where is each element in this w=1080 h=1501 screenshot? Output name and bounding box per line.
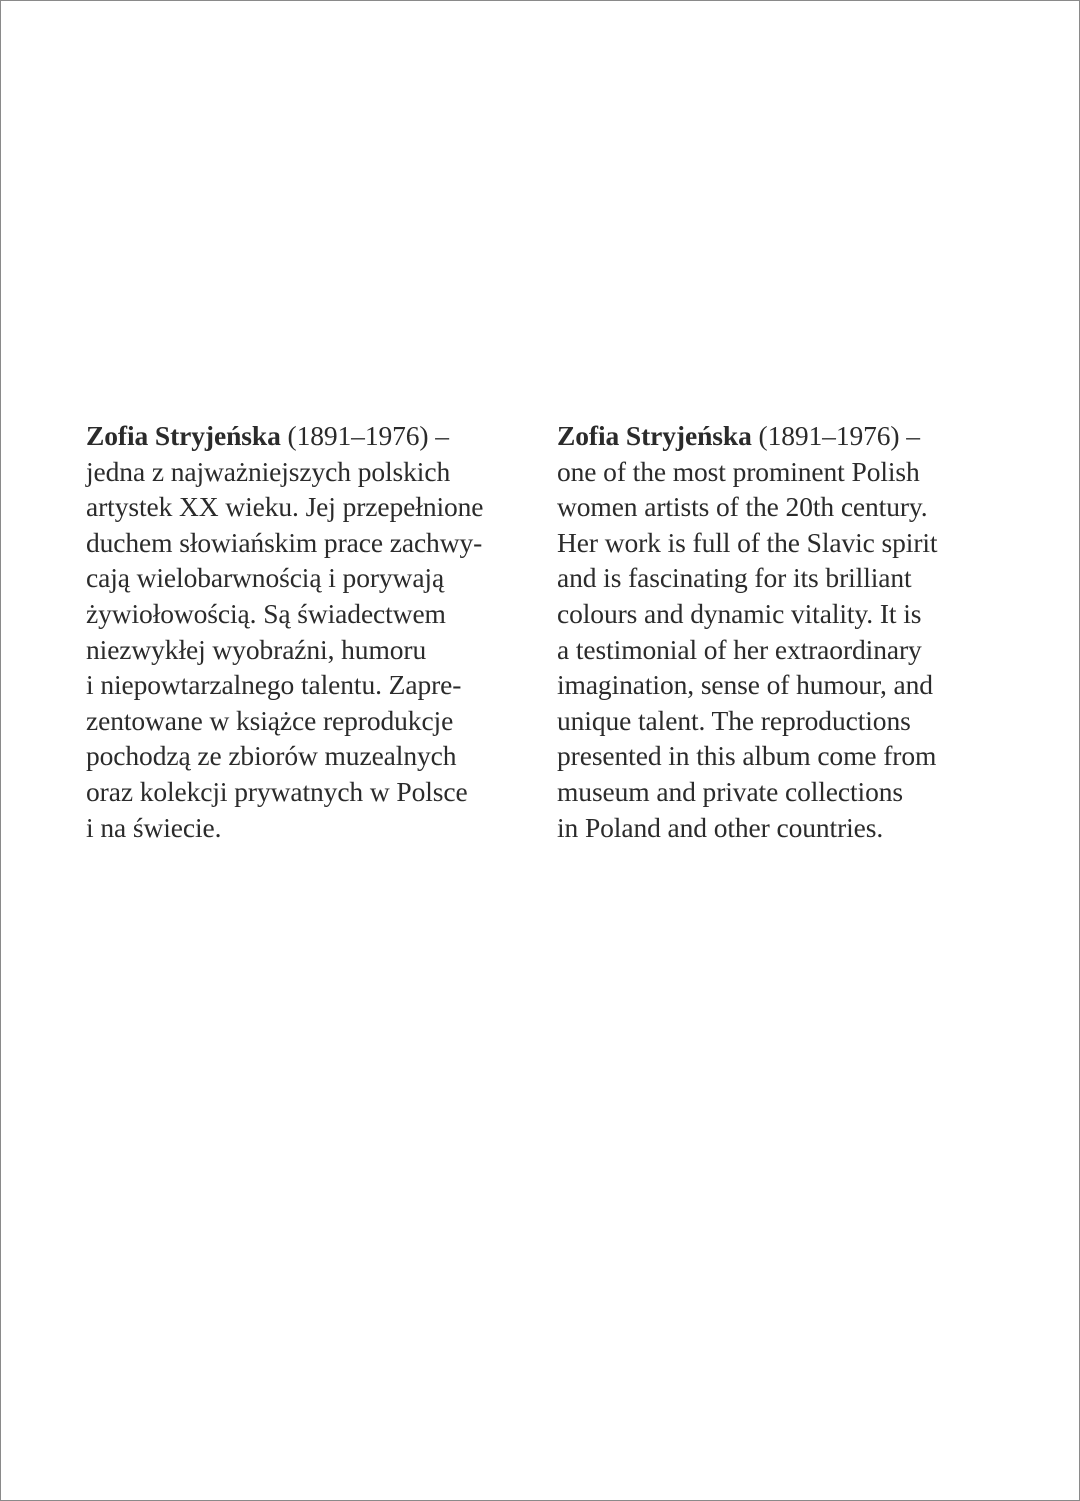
polish-text-line: żywiołowością. Są świadectwem bbox=[86, 597, 446, 629]
polish-text-line: pochodzą ze zbiorów muzealnych bbox=[86, 740, 457, 772]
english-text-line: Her work is full of the Slavic spirit bbox=[557, 526, 938, 558]
english-text-line: a testimonial of her extraordinary bbox=[557, 633, 922, 665]
english-text-line: museum and private collections bbox=[557, 775, 904, 807]
polish-text-line: niezwykłej wyobraźni, humoru bbox=[86, 633, 427, 665]
english-text-line: women artists of the 20th century. bbox=[557, 491, 928, 523]
english-text-line: colours and dynamic vitality. It is bbox=[557, 597, 922, 629]
polish-first-line bbox=[86, 418, 526, 454]
english-first-line bbox=[557, 418, 997, 454]
english-text-line: presented in this album come from bbox=[557, 740, 937, 772]
polish-text-line: duchem słowiańskim prace zachwy- bbox=[86, 526, 483, 558]
polish-text-line: oraz kolekcji prywatnych w Polsce bbox=[86, 775, 468, 807]
polish-author-dates: (1891–1976) – bbox=[280, 420, 449, 451]
polish-text-line: i niepowtarzalnego talentu. Zapre- bbox=[86, 669, 462, 701]
polish-text-line: zentowane w książce reprodukcje bbox=[86, 704, 454, 736]
polish-text-line: cają wielobarwnością i porywają bbox=[86, 562, 445, 594]
polish-text-line: i na świecie. bbox=[86, 811, 222, 843]
english-text-line: imagination, sense of humour, and bbox=[557, 669, 933, 701]
english-text-line: in Poland and other countries. bbox=[557, 811, 884, 843]
english-author-dates: (1891–1976) – bbox=[751, 420, 920, 451]
polish-author-name: Zofia Stryjeńska bbox=[86, 420, 281, 451]
polish-text-column bbox=[86, 418, 526, 845]
english-text-line: unique talent. The reproductions bbox=[557, 704, 911, 736]
polish-text-line: jedna z najważniejszych polskich bbox=[86, 455, 451, 487]
english-text-line: one of the most prominent Polish bbox=[557, 455, 920, 487]
english-text-line: and is fascinating for its brilliant bbox=[557, 562, 912, 594]
english-text-column bbox=[557, 418, 997, 845]
polish-text-line: artystek XX wieku. Jej przepełnione bbox=[86, 491, 484, 523]
english-author-name: Zofia Stryjeńska bbox=[557, 420, 752, 451]
